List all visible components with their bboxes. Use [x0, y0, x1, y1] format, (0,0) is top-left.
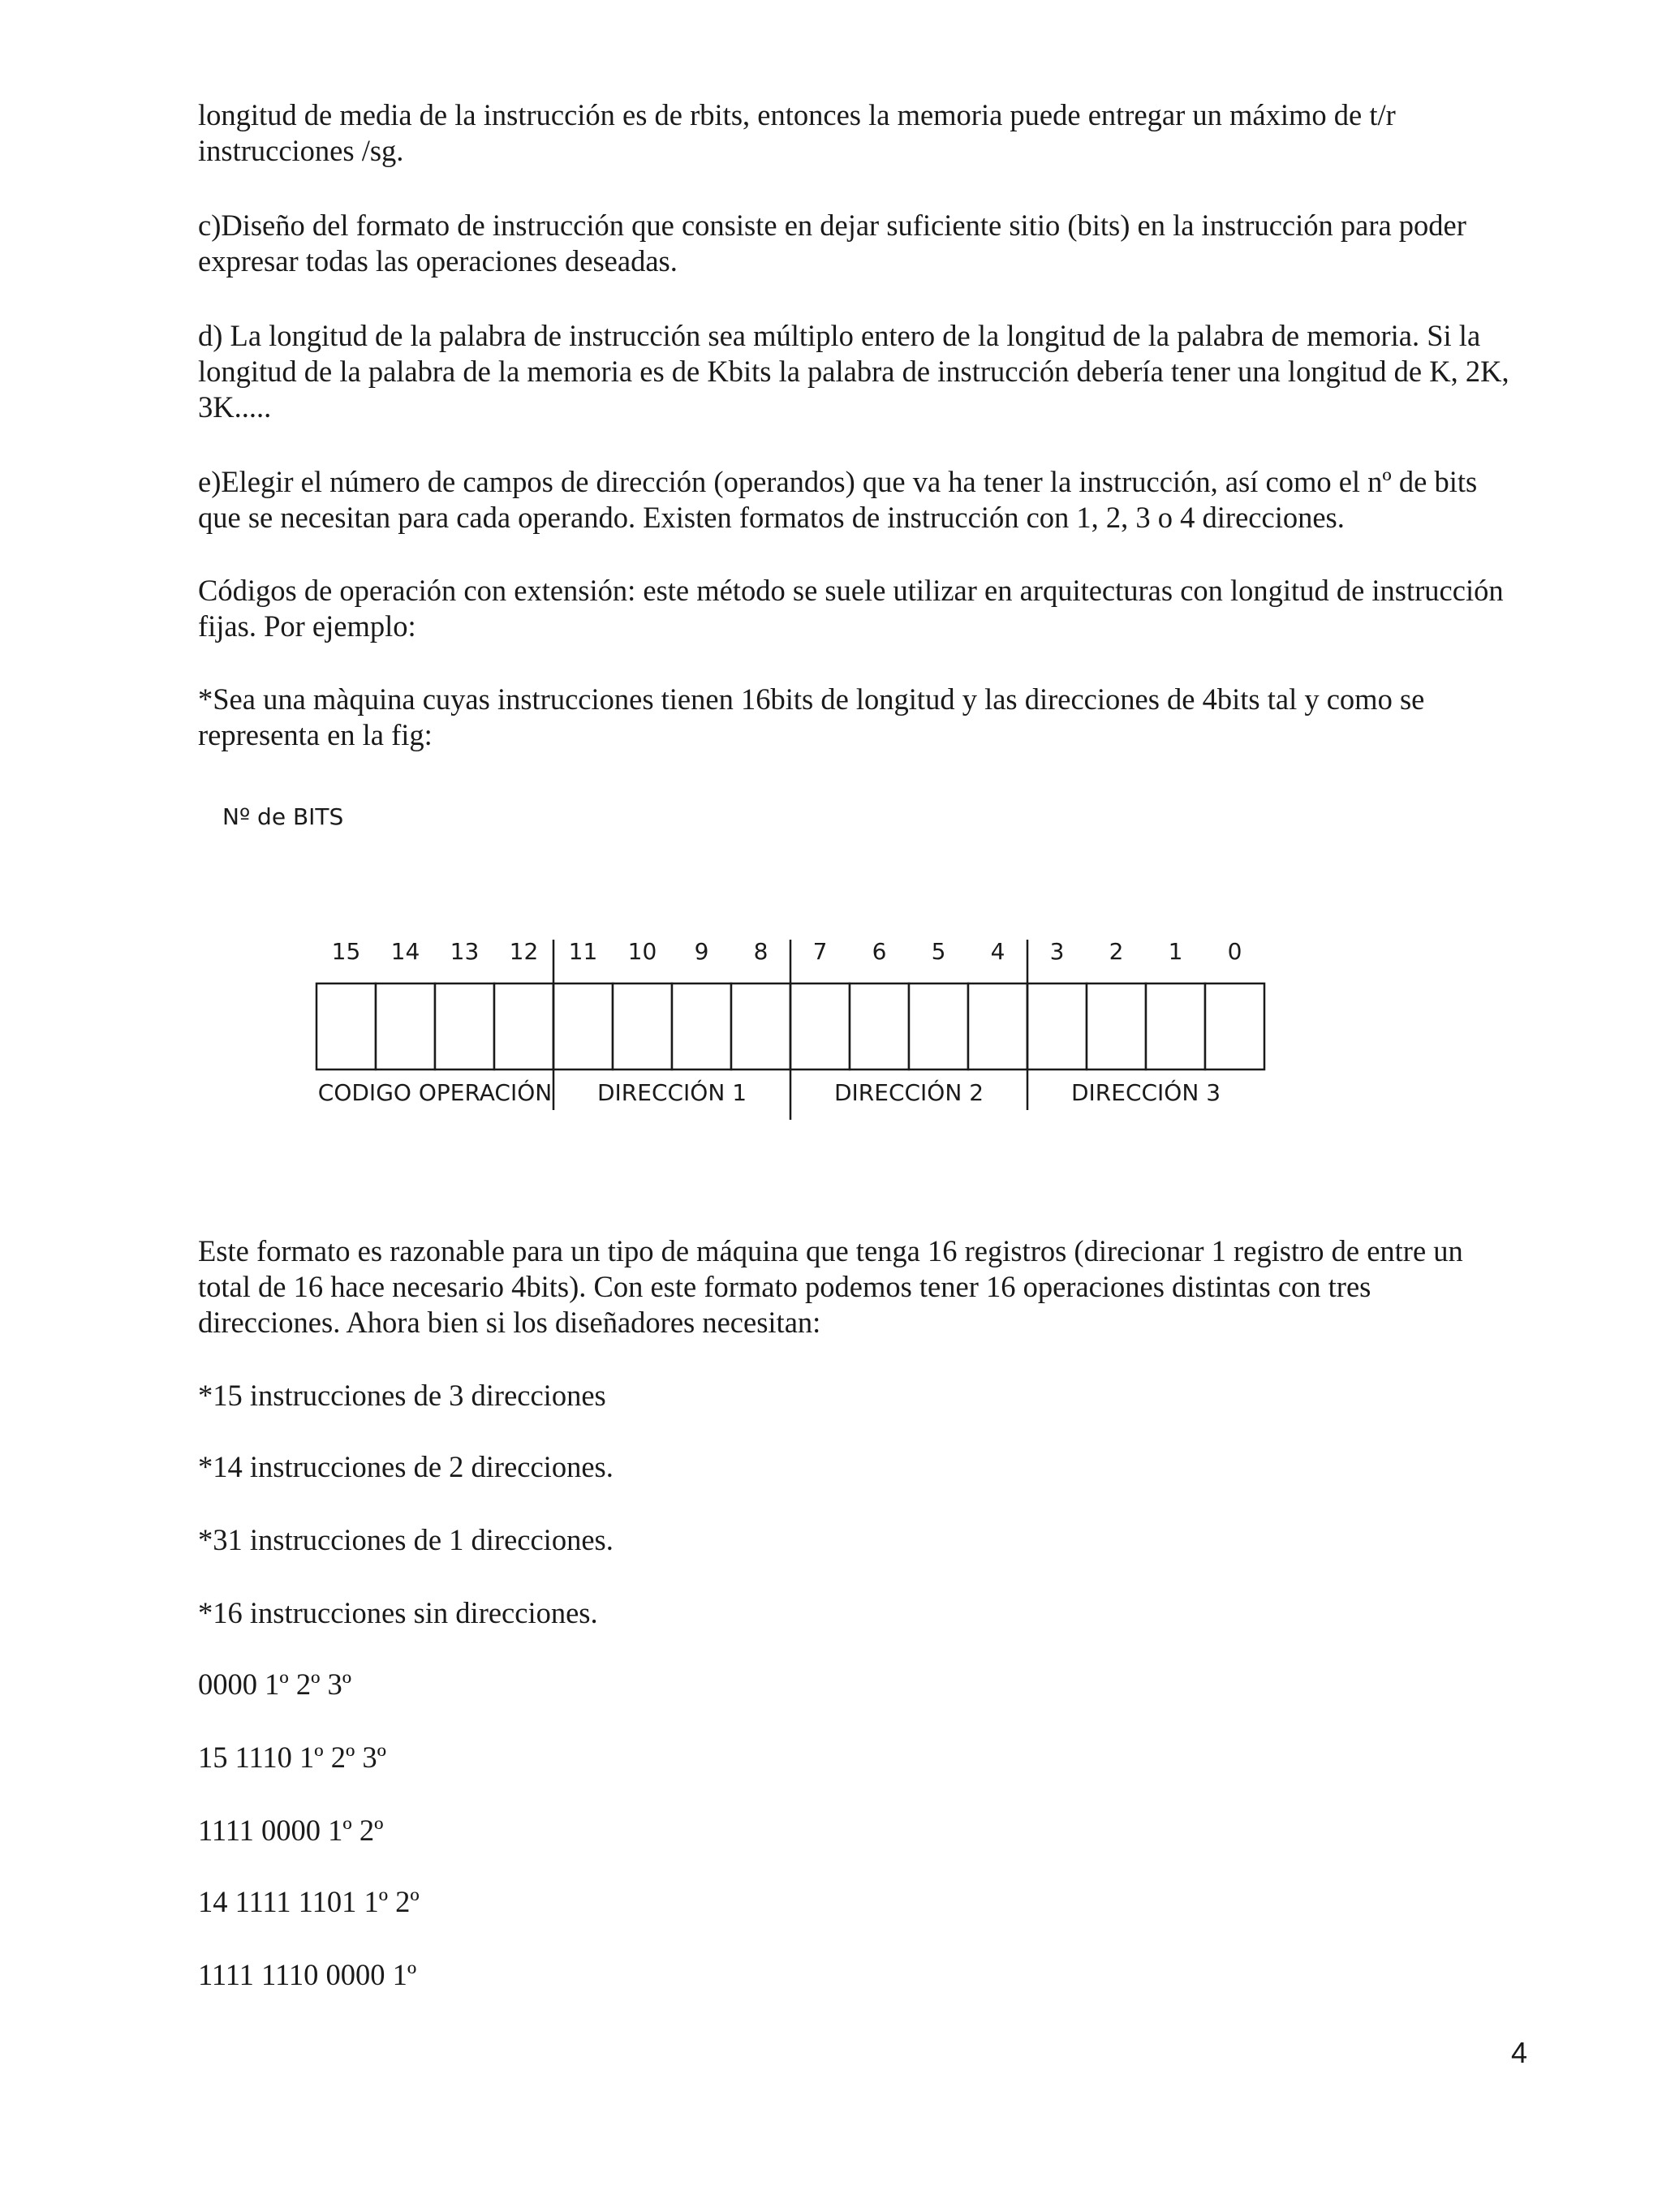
bit-cell-4 [968, 983, 1027, 1069]
list-item-1-direccion: *31 instrucciones de 1 direcciones. [198, 1523, 614, 1556]
bit-cell-7 [790, 983, 850, 1069]
bit-cell-10 [613, 983, 672, 1069]
bit-cell-15 [316, 983, 376, 1069]
bit-label-0: 0 [1227, 938, 1242, 965]
list-item-2-direcciones: *14 instrucciones de 2 direcciones. [198, 1450, 614, 1483]
paragraph-codigos-extension: Códigos de operación con extensión: este método se suele utilizar en arquitecturas con longitud de instrucción fijas. Por ejemplo: [198, 574, 1504, 643]
bit-cell-12 [494, 983, 553, 1069]
bit-cell-13 [435, 983, 494, 1069]
bit-label-13: 13 [450, 938, 480, 965]
paragraph-media-instruccion: longitud de media de la instrucción es de rbits, entonces la memoria puede entregar un máximo de t/r instrucciones /sg. [198, 98, 1396, 167]
figure-title: Nº de BITS [222, 803, 344, 830]
paragraph-d-longitud-palabra: d) La longitud de la palabra de instrucción sea múltiplo entero de la longitud de la palabra de memoria. Si la longitud de la palabra de la memoria es de Kbits la palabra de instrucción debería tener una longitud de K, 2K, 3K..... [198, 319, 1509, 424]
field-label-1: CODIGO OPERACIÓN [317, 1079, 553, 1106]
bit-label-2: 2 [1109, 938, 1124, 965]
list-item-3-direcciones: *15 instrucciones de 3 direcciones [198, 1379, 606, 1412]
bit-label-9: 9 [694, 938, 709, 965]
paragraph-c-diseno-formato: c)Diseño del formato de instrucción que consiste en dejar suficiente sitio (bits) en la instrucción para poder expresar todas las operaciones deseadas. [198, 209, 1466, 278]
bit-label-7: 7 [812, 938, 828, 965]
paragraph-e-campos-direccion: e)Elegir el número de campos de dirección (operandos) que va ha tener la instrucción, así como el nº de bits que se necesitan para cada operando. Existen formatos de instrucción con 1, 2, 3 o 4 direcciones. [198, 465, 1478, 534]
bit-cell-11 [553, 983, 613, 1069]
field-labels [318, 1078, 1221, 1106]
paragraph-sea-una-maquina: *Sea una màquina cuyas instrucciones tienen 16bits de longitud y las direcciones de 4bits tal y como se representa en la fig: [198, 682, 1425, 751]
bit-label-15: 15 [331, 938, 361, 965]
bit-cell-6 [850, 983, 909, 1069]
paragraph-formato-razonable: Este formato es razonable para un tipo de máquina que tenga 16 registros (direcionar 1 registro de entre un total de 16 hace necesario 4bits). Con este formato podemos tener 16 operaciones distintas con tres direcciones. Ahora bien si los diseñadores necesitan: [198, 1234, 1463, 1339]
page-number: 4 [1511, 2036, 1528, 2069]
bit-cell-8 [731, 983, 790, 1069]
bit-label-1: 1 [1168, 938, 1183, 965]
bit-label-11: 11 [568, 938, 598, 965]
field-label-2: DIRECCIÓN 1 [596, 1079, 747, 1106]
code-line-0000: 0000 1º 2º 3º [198, 1668, 352, 1701]
bit-cell-1 [1146, 983, 1205, 1069]
list-item-sin-direcciones: *16 instrucciones sin direcciones. [198, 1596, 598, 1629]
bit-label-10: 10 [627, 938, 657, 965]
bit-label-8: 8 [753, 938, 769, 965]
bit-label-14: 14 [390, 938, 420, 965]
instruction-format-diagram [198, 779, 1334, 1152]
bit-label-3: 3 [1049, 938, 1065, 965]
code-line-1111-0000: 1111 0000 1º 2º [198, 1814, 384, 1847]
bit-cell-0 [1205, 983, 1264, 1069]
code-line-14-1111-1101: 14 1111 1101 1º 2º [198, 1885, 420, 1918]
bit-cell-14 [376, 983, 435, 1069]
instruction-format-figure [198, 779, 1334, 1152]
bit-number-labels [332, 938, 1242, 965]
bit-label-5: 5 [931, 938, 946, 965]
field-label-3: DIRECCIÓN 2 [833, 1079, 984, 1106]
bit-label-6: 6 [872, 938, 887, 965]
bit-cell-2 [1087, 983, 1146, 1069]
bit-label-4: 4 [990, 938, 1005, 965]
bit-cell-3 [1027, 983, 1087, 1069]
field-label-4: DIRECCIÓN 3 [1070, 1079, 1221, 1106]
code-line-1111-1110-0000: 1111 1110 0000 1º [198, 1958, 417, 1991]
bit-cell-5 [909, 983, 968, 1069]
bit-cell-9 [672, 983, 731, 1069]
bit-label-12: 12 [509, 938, 539, 965]
code-line-15-1110: 15 1110 1º 2º 3º [198, 1741, 386, 1774]
